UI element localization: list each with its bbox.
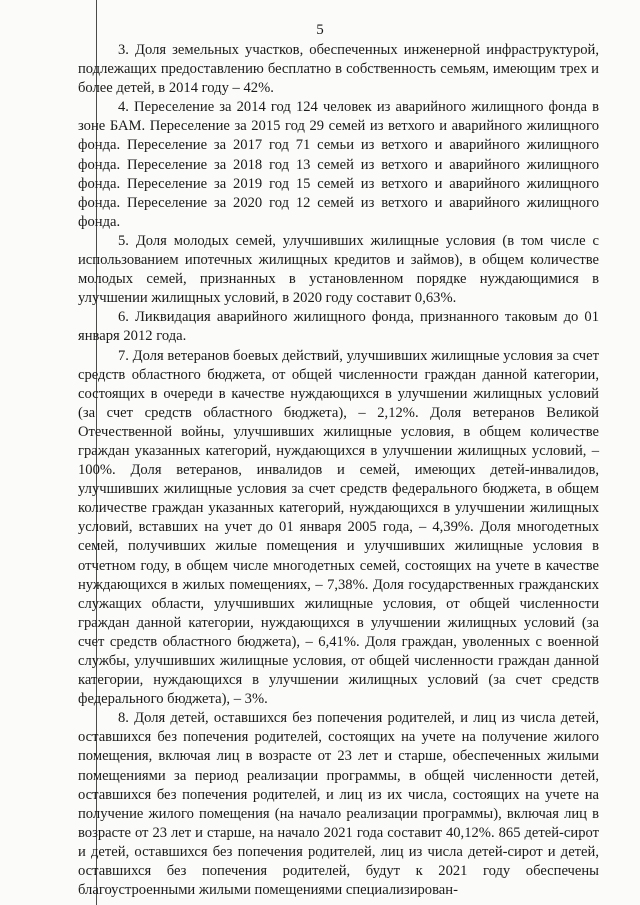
page-number: 5 xyxy=(316,22,324,38)
paragraph-7: 7. Доля ветеранов боевых действий, улучшивших жилищные условия за счет средств областного бюджета, от общей численности граждан данной категории, состоящих в очереди в качестве нуждающихся в улучшении жилищных условий (за счет средств областного бюджета), – 2,12%. Доля ветеранов Великой Отечественной войны, улучшивших жилищные условия, в общем количестве граждан указанных категорий, нуждающихся в улучшении жилищных условий, – 100%. Доля ветеранов, инвалидов и семей, имеющих детей-инвалидов, улучшивших жилищные условия за счет средств федерального бюджета, в общем количестве граждан указанных категорий, нуждающихся в улучшении жилищных условий, вставших на учет до 01 января 2005 года, – 4,39%. Доля многодетных семей, получивших жилые помещения и улучшивших жилищные условия в отчетном году, в общем числе многодетных семей, состоящих на учете в качестве нуждающихся в жилых помещениях, – 7,38%. Доля государственных гражданских служащих области, улучшивших жилищные условия, от общей численности граждан данной категории, нуждающихся в улучшении жилищных условий (за счет средств областного бюджета), – 6,41%. Доля граждан, уволенных с военной службы, улучшивших жилищные условия, от общей численности граждан данной категории, нуждающихся в улучшении жилищных условий (за счет средств федерального бюджета), – 3%. xyxy=(78,347,599,708)
paragraph-4: 4. Переселение за 2014 год 124 человек из аварийного жилищного фонда в зоне БАМ. Переселение за 2015 год 29 семей из ветхого и аварийного жилищного фонда. Переселение за 2017 год 71 семьи из ветхого и аварийного жилищного фонда. Переселение за 2018 год 13 семей из ветхого и аварийного жилищного фонда. Переселение за 2019 год 15 семей из ветхого и аварийного жилищного фонда. Переселение за 2020 год 12 семей из ветхого и аварийного жилищного фонда. xyxy=(78,99,599,230)
paragraph-3: 3. Доля земельных участков, обеспеченных инженерной инфраструктурой, подлежащих предоставлению бесплатно в собственность семьям, имеющим трех и более детей, в 2014 году – 42%. xyxy=(78,42,599,97)
paragraph-5: 5. Доля молодых семей, улучшивших жилищные условия (в том числе с использованием ипотечных жилищных кредитов и займов), в общем количестве молодых семей, признанных в установленном порядке нуждающимися в улучшении жилищных условий, в 2020 году составит 0,63%. xyxy=(78,232,599,307)
paragraph-6: 6. Ликвидация аварийного жилищного фонда, признанного таковым до 01 января 2012 года. xyxy=(78,309,599,345)
document-body xyxy=(78,41,599,900)
paragraph-8: 8. Доля детей, оставшихся без попечения родителей, и лиц из числа детей, оставшихся без попечения родителей, состоящих на учете на получение жилого помещения, включая лиц в возрасте от 23 лет и старше, обеспеченных жилыми помещениями за период реализации программы, в общей численности детей, оставшихся без попечения родителей, и лиц из их числа, состоящих на учете на получение жилого помещения (на начало реализации программы), включая лиц в возрасте от 23 лет и старше, на начало 2021 года составит 40,12%. 865 детей-сирот и детей, оставшихся без попечения родителей, лиц из числа детей-сирот и детей, оставшихся без попечения родителей, будут к 2021 году обеспечены благоустроенными жилыми помещениями специализирован- xyxy=(78,710,599,899)
